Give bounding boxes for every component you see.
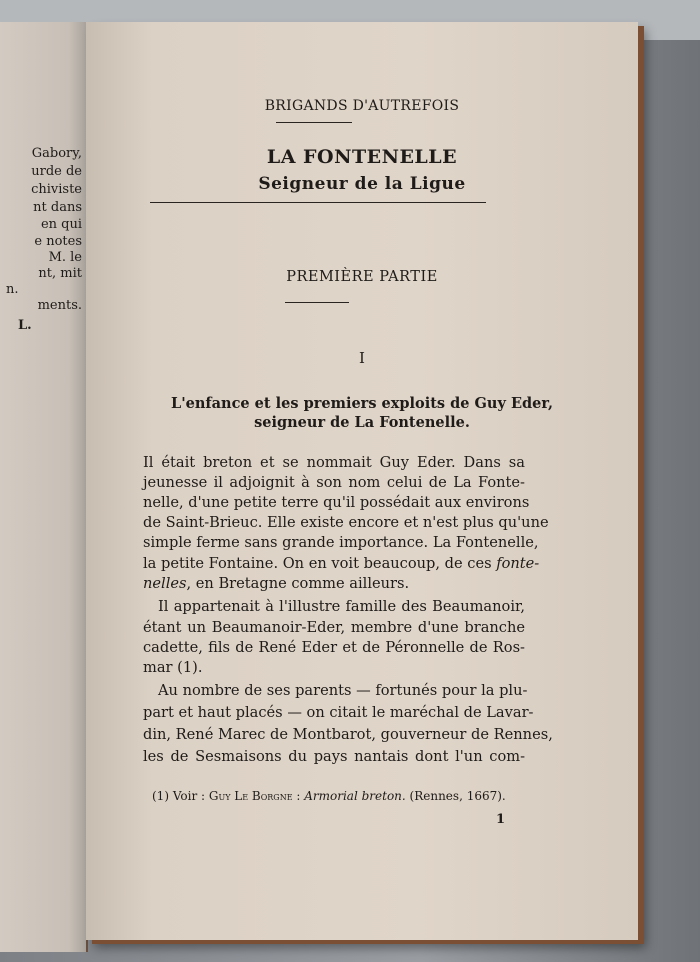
body-line: cadette, fils de René Eder et de Péronnelle de Ros- [143, 639, 525, 656]
body-line: Il était breton et se nommait Guy Eder. Dans sa [143, 454, 525, 471]
part-label: PREMIÈRE PARTIE [286, 269, 438, 285]
left-page-line: chiviste [31, 182, 82, 197]
left-page-line: n. [6, 282, 19, 297]
section-heading: L'enfance et les premiers exploits de Guy Eder, [171, 395, 553, 412]
body-line: nelles, en Bretagne comme ailleurs. [143, 575, 410, 592]
page-number: 1 [496, 812, 506, 827]
chapter-title: LA FONTENELLE [266, 146, 458, 168]
divider [150, 202, 486, 203]
divider [285, 302, 349, 303]
left-page-line: urde de [31, 164, 82, 179]
body-line: la petite Fontaine. On en voit beaucoup, de ces fonte- [143, 555, 540, 572]
chapter-number: I [359, 349, 365, 367]
section-heading: seigneur de La Fontenelle. [254, 414, 470, 431]
left-page [0, 22, 88, 952]
chapter-subtitle: Seigneur de la Ligue [258, 174, 466, 194]
left-page-line: nt, mit [38, 266, 82, 281]
body-line: jeunesse il adjoignit à son nom celui de La Fonte- [143, 474, 525, 491]
body-line: simple ferme sans grande importance. La Fontenelle, [143, 534, 539, 551]
running-title: BRIGANDS D'AUTREFOIS [264, 98, 460, 114]
body-line: Au nombre de ses parents — fortunés pour la plu- [158, 682, 528, 699]
body-line: nelle, d'une petite terre qu'il possédait aux environs [143, 494, 530, 511]
body-line: Il appartenait à l'illustre famille des Beaumanoir, [158, 598, 525, 615]
right-page [86, 22, 638, 940]
body-line: étant un Beaumanoir-Eder, membre d'une branche [143, 619, 525, 636]
divider [276, 122, 352, 123]
left-page-line: nt dans [33, 200, 82, 215]
body-line: part et haut placés — on citait le maréchal de Lavar- [143, 704, 534, 721]
left-page-line: Gabory, [31, 146, 82, 161]
body-line: mar (1). [143, 659, 203, 676]
body-line: les de Sesmaisons du pays nantais dont l'un com- [143, 748, 525, 765]
body-line: de Saint-Brieuc. Elle existe encore et n'est plus qu'une [143, 514, 549, 531]
footnote: (1) Voir : Guy Le Borgne : Armorial breton. (Rennes, 1667). [152, 789, 506, 803]
left-page-line: M. le [48, 250, 82, 265]
left-page-line: L. [18, 318, 32, 333]
left-page-line: e notes [34, 234, 82, 249]
left-page-line: ments. [37, 298, 82, 313]
left-page-line: en qui [40, 217, 82, 232]
body-line: din, René Marec de Montbarot, gouverneur de Rennes, [143, 726, 553, 743]
